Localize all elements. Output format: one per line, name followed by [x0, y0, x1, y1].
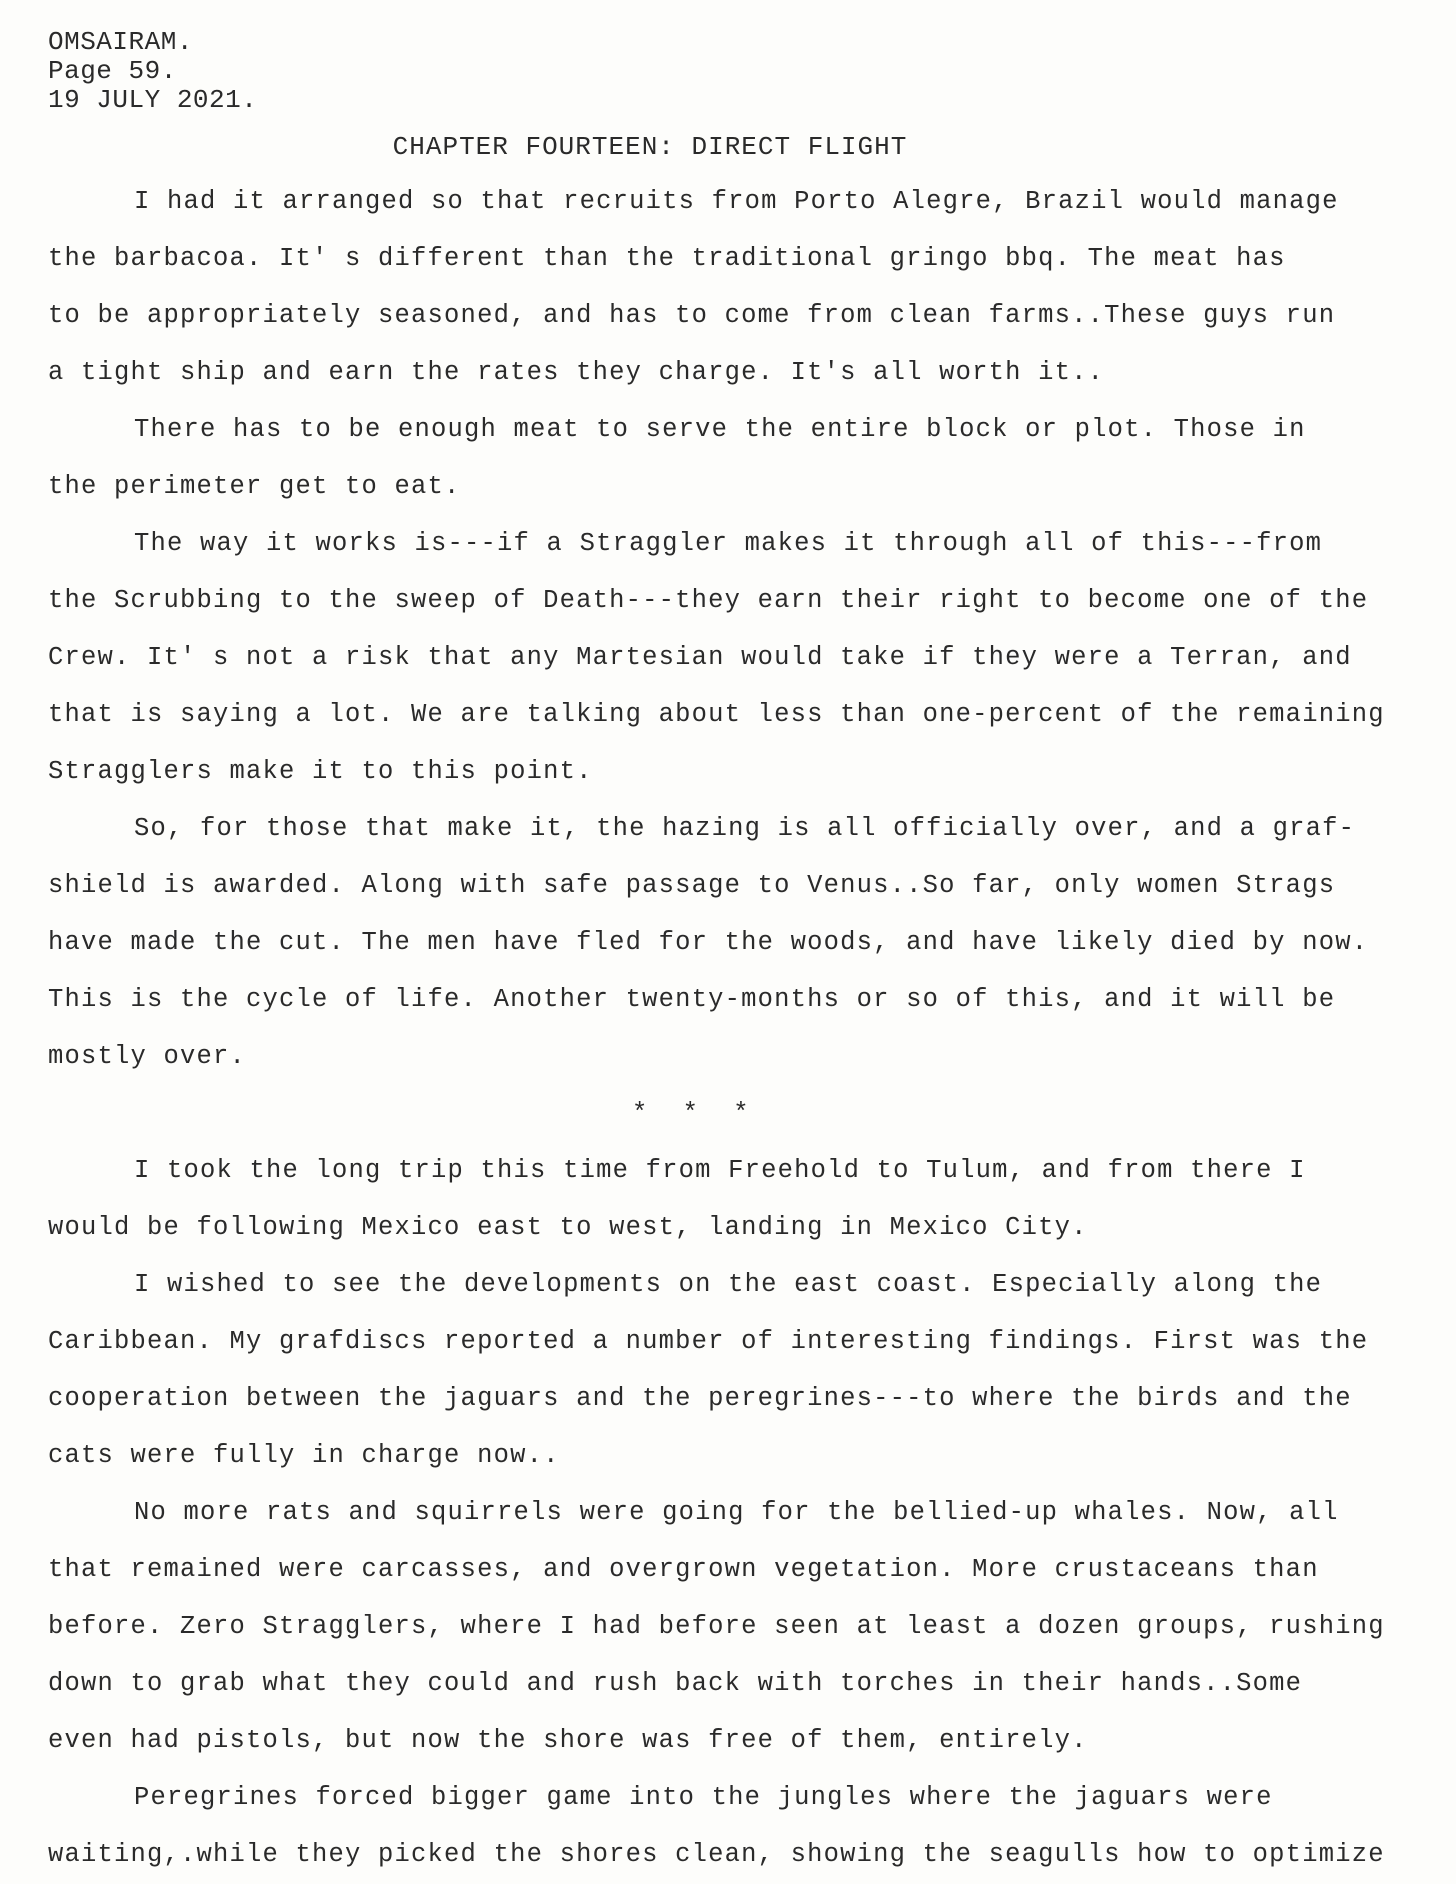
section-separator: * * * — [632, 1099, 759, 1128]
text-line: the perimeter get to eat. — [48, 472, 461, 501]
text-line: cooperation between the jaguars and the peregrines---to where the birds and the — [48, 1384, 1352, 1413]
text-line: No more rats and squirrels were going for the bellied-up whales. Now, all — [134, 1498, 1339, 1527]
chapter-title: CHAPTER FOURTEEN: DIRECT FLIGHT — [392, 132, 908, 162]
text-line: would be following Mexico east to west, landing in Mexico City. — [48, 1213, 1088, 1242]
text-line: There has to be enough meat to serve the entire block or plot. Those in — [134, 415, 1306, 444]
header-line-1: OMSAIRAM. — [48, 27, 193, 57]
text-line: I wished to see the developments on the east coast. Especially along the — [134, 1270, 1323, 1299]
body-text — [48, 180, 1448, 1890]
page-header — [48, 28, 257, 115]
text-line: I had it arranged so that recruits from Porto Alegre, Brazil would manage — [134, 187, 1339, 216]
text-line: This is the cycle of life. Another twenty-months or so of this, and it will be — [48, 985, 1336, 1014]
text-line: before. Zero Stragglers, where I had before seen at least a dozen groups, rushing — [48, 1612, 1385, 1641]
text-line: the barbacoa. It' s different than the traditional gringo bbq. The meat has — [48, 244, 1286, 273]
text-line: that is saying a lot. We are talking about less than one-percent of the remaining — [48, 700, 1385, 729]
text-line: down to grab what they could and rush back with torches in their hands..Some — [48, 1669, 1303, 1698]
text-line: even had pistols, but now the shore was free of them, entirely. — [48, 1726, 1088, 1755]
text-line: shield is awarded. Along with safe passage to Venus..So far, only women Strags — [48, 871, 1336, 900]
text-line: waiting,.while they picked the shores clean, showing the seagulls how to optimize — [48, 1840, 1385, 1869]
text-line: Peregrines forced bigger game into the jungles where the jaguars were — [134, 1783, 1273, 1812]
text-line: mostly over. — [48, 1042, 247, 1071]
text-line: The way it works is---if a Straggler makes it through all of this---from — [134, 529, 1323, 558]
text-line: cats were fully in charge now.. — [48, 1441, 560, 1470]
text-line: Stragglers make it to this point. — [48, 757, 593, 786]
text-line: have made the cut. The men have fled for the woods, and have likely died by now. — [48, 928, 1369, 957]
text-line: a tight ship and earn the rates they charge. It's all worth it.. — [48, 358, 1105, 387]
text-line: So, for those that make it, the hazing is all officially over, and a graf- — [134, 814, 1356, 843]
text-line: Caribbean. My grafdiscs reported a number of interesting findings. First was the — [48, 1327, 1369, 1356]
header-date: 19 JULY 2021. — [48, 85, 258, 115]
text-line: the Scrubbing to the sweep of Death---they earn their right to become one of the — [48, 586, 1369, 615]
text-line: that remained were carcasses, and overgrown vegetation. More crustaceans than — [48, 1555, 1319, 1584]
text-line: I took the long trip this time from Freehold to Tulum, and from there I — [134, 1156, 1306, 1185]
header-page-number: Page 59. — [48, 56, 177, 86]
text-line: to be appropriately seasoned, and has to come from clean farms..These guys run — [48, 301, 1336, 330]
text-line: Crew. It' s not a risk that any Martesian would take if they were a Terran, and — [48, 643, 1352, 672]
